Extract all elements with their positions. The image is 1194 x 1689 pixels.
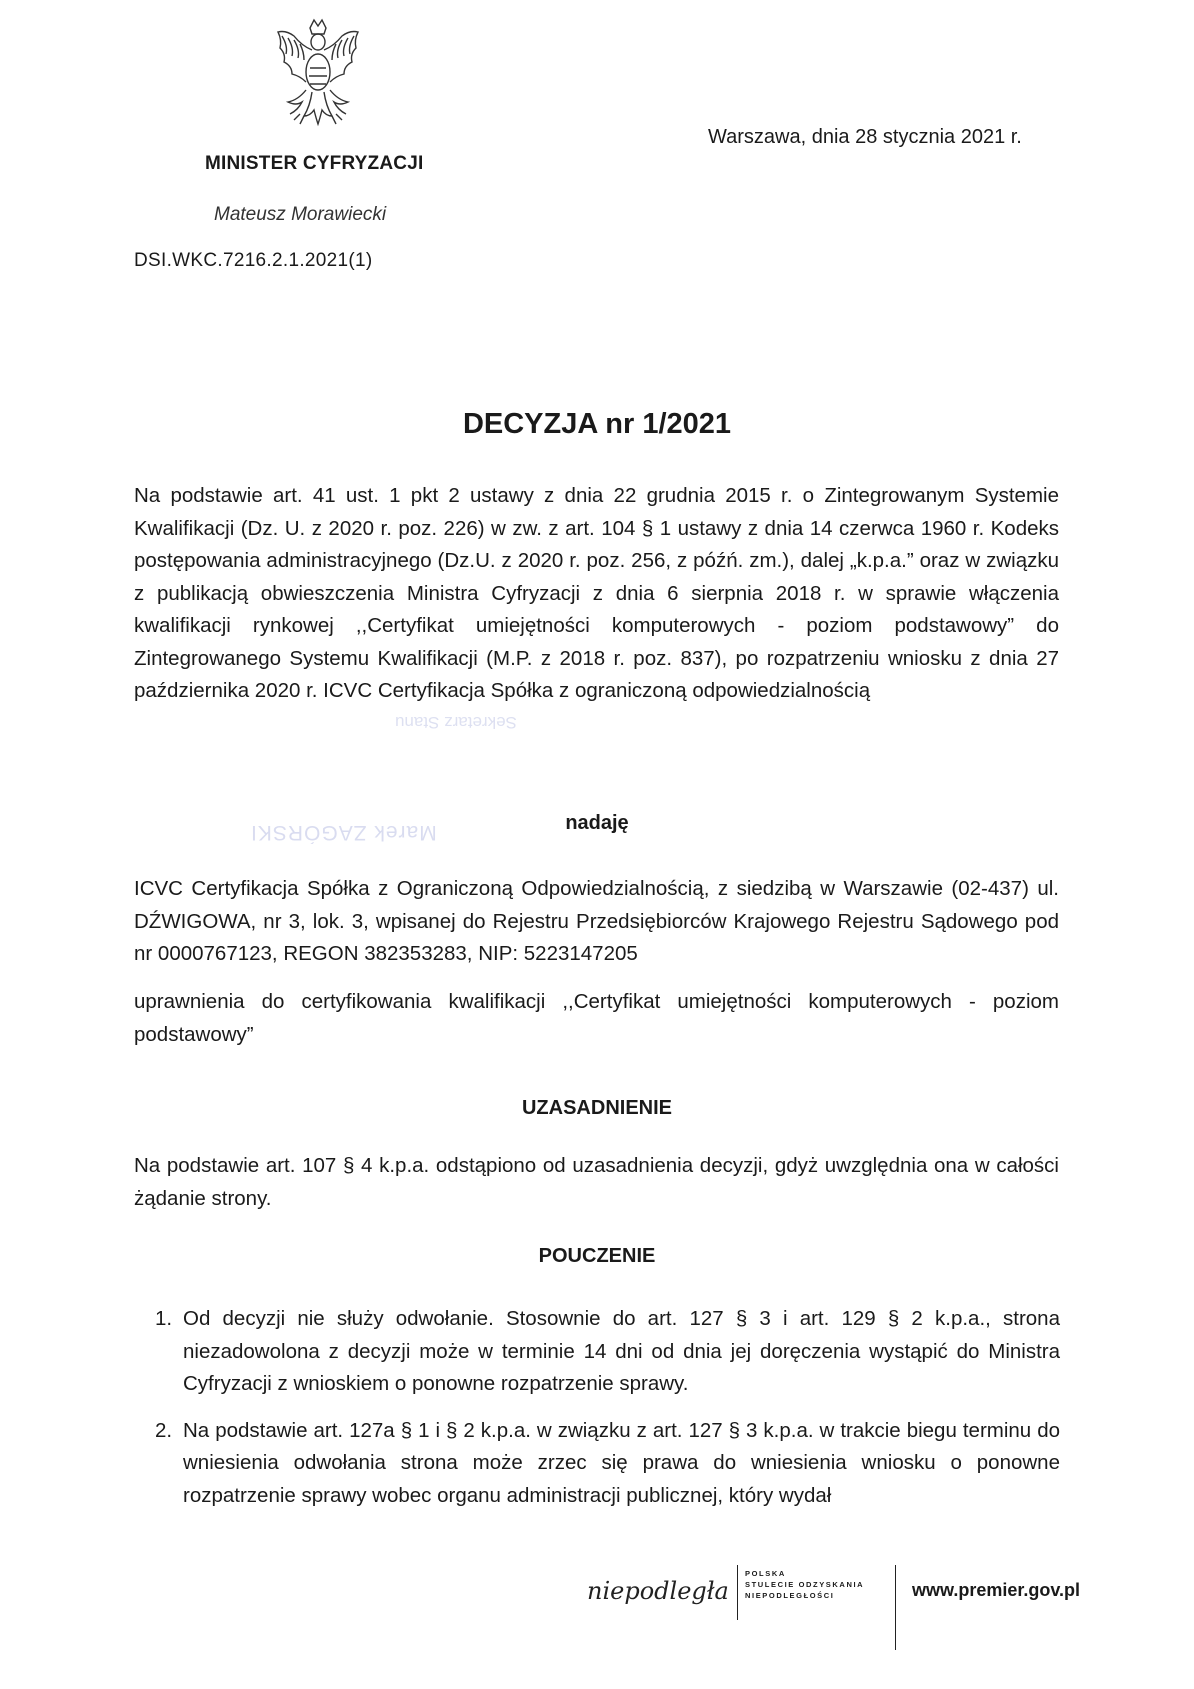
footer-divider [737,1565,738,1620]
niepodlegla-logo-icon [585,1565,735,1615]
reference-number: DSI.WKC.7216.2.1.2021(1) [134,250,373,271]
stamp-title: Sekretarz Stanu [395,713,517,732]
rights-paragraph: uprawnienia do certyfikowania kwalifikacji ,,Certyfikat umiejętności komputerowych - poziom podstawowy” [134,990,1059,1046]
list-item-number: 1. [155,1307,173,1330]
list-item-text: Od decyzji nie służy odwołanie. Stosownie do art. 127 § 3 i art. 129 § 2 k.p.a., strona niezadowolona z decyzji może w terminie 14 dni od dnia jej doręczenia wystąpić do Ministra Cyfryzacji z wnioskiem o ponowne rozpatrzenie sprawy. [183,1307,1060,1395]
list-item [155,1303,1060,1401]
list-item [155,1415,1060,1513]
justification-heading: UZASADNIENIE [521,1097,672,1119]
minister-name: Mateusz Morawiecki [214,204,387,225]
list-item-text: Na podstawie art. 127a § 1 i § 2 k.p.a. w związku z art. 127 § 3 k.p.a. w trakcie biegu terminu do wniesienia odwołania strona może zrzec się prawa do wniesienia wniosku o ponowne rozpatrzenie sprawy wobec organu administracji publicznej, który wydał [183,1418,1060,1507]
footer-divider [895,1565,896,1650]
caption-line: POLSKA [745,1569,786,1578]
list-item-number: 2. [155,1418,173,1442]
ministry-name: MINISTER CYFRYZACJI [205,153,424,174]
date-line: Warszawa, dnia 28 stycznia 2021 r. [708,126,1022,148]
decision-title: DECYZJA nr 1/2021 [462,408,732,440]
centenary-caption [745,1568,864,1601]
company-paragraph: ICVC Certyfikacja Spółka z Ograniczoną Odpowiedzialnością, z siedzibą w Warszawie (02-437) ul. DŹWIGOWA, nr 3, lok. 3, wpisanej do Rejestru Przedsiębiorców Krajowego Rejestru Sądowego pod nr 0000767123, REGON 382353283, NIP: 5223147205 [134,877,1059,965]
polish-eagle-emblem-icon [268,14,368,132]
caption-line: NIEPODLEGŁOŚCI [745,1591,835,1600]
justification-text: Na podstawie art. 107 § 4 k.p.a. odstąpiono od uzasadnienia decyzji, gdyż uwzględnia ona w całości żądanie strony. [134,1154,1059,1210]
instruction-heading: POUCZENIE [538,1245,656,1267]
grant-word: nadaję [565,812,629,834]
footer-url[interactable]: www.premier.gov.pl [912,1580,1081,1600]
stamp-signatory: Marek ZAGÓRSKI [250,821,437,844]
basis-paragraph: Na podstawie art. 41 ust. 1 pkt 2 ustawy z dnia 22 grudnia 2015 r. o Zintegrowanym Systemie Kwalifikacji (Dz. U. z 2020 r. poz. 226) w zw. z art. 104 § 1 ustawy z dnia 14 czerwca 1960 r. Kodeks postępowania administracyjnego (Dz.U. z 2020 r. poz. 256, z późń. zm.), dalej „k.p.a.” oraz w związku z publikacją obwieszczenia Ministra Cyfryzacji z dnia 6 sierpnia 2018 r. w sprawie włączenia kwalifikacji rynkowej ,,Certyfikat umiejętności komputerowych - poziom podstawowy” do Zintegrowanego Systemu Kwalifikacji (M.P. z 2018 r. poz. 837), po rozpatrzeniu wniosku z dnia 27 października 2020 r. ICVC Certyfikacja Spółka z ograniczoną odpowiedzialnością [134,484,1059,702]
caption-line: STULECIE ODZYSKANIA [745,1580,865,1589]
instruction-list [155,1303,1060,1526]
svg-text:niepodległa: niepodległa [587,1577,729,1605]
